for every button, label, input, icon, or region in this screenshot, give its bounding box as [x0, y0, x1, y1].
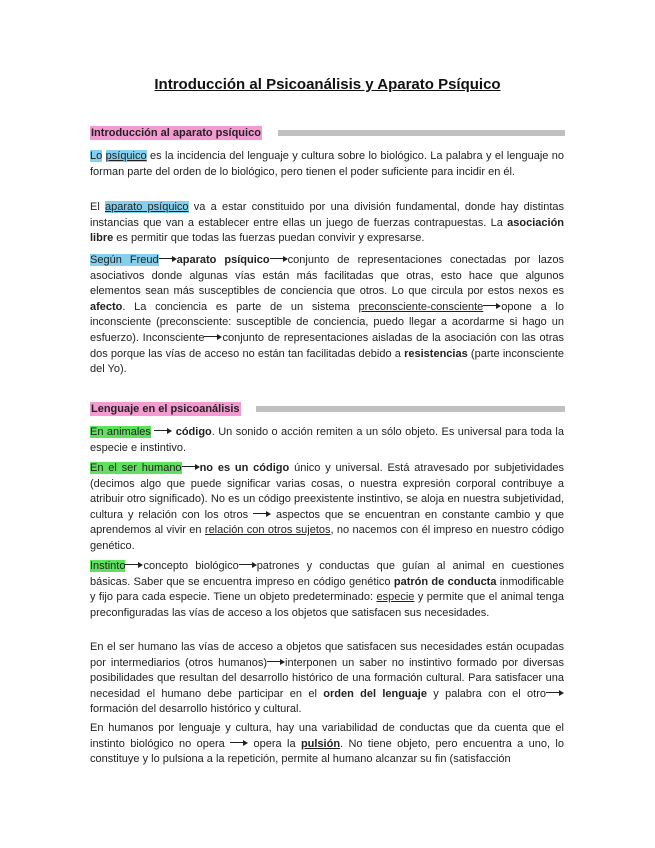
arrow-icon — [182, 464, 200, 470]
paragraph-text: es la incidencia del lenguaje y cultura sobre lo biológico. La palabra y el lenguaje no forman parte del orden de lo biológico, pero tienen el poder suficiente para incidir en él. — [90, 150, 565, 178]
underlined-term: preconsciente-consciente — [358, 300, 484, 313]
document-title: Introducción al Psicoanálisis y Aparato Psíquico — [154, 76, 501, 93]
highlight-text: Lo — [90, 150, 103, 162]
paragraph-text: . La conciencia es parte de un sistema — [122, 300, 350, 313]
bold-term: orden del lenguaje — [323, 687, 427, 700]
underlined-term: especie — [376, 591, 415, 604]
paragraph-text: , no nacemos con él impreso en nuestro código genético. — [90, 524, 565, 552]
paragraph-text: interponen un saber no instintivo formado por diversas posibilidades que resultan del desarrollo histórico de una formación cultural. Para satisfacer una necesidad el humano debe participar en el — [90, 656, 564, 700]
underlined-term: relación con otros sujetos — [204, 524, 331, 537]
section-title: Lenguaje en el psicoanálisis — [91, 403, 240, 415]
highlight-term: aparato psíquico — [105, 201, 189, 213]
paragraph-text: . No tiene objeto, pero encuentra a uno, lo constituye y lo pulsiona a la repetición, permite al humano alcanzar su fin (satisfacción — [90, 737, 564, 766]
arrow-icon — [204, 334, 222, 340]
bold-term: código — [175, 426, 212, 438]
section-heading-aparato — [90, 126, 565, 140]
paragraph-text: concepto biológico — [143, 560, 239, 572]
paragraph-text: conjunto de representaciones aisladas de la asociación con las otras dos porque las vías de acceso no están tan facilitadas debido a — [90, 331, 564, 360]
paragraph-text: . Un sonido o acción remiten a un sólo objeto. Es universal para toda la especie e instintivo. — [90, 426, 564, 454]
bold-term: aparato psíquico — [176, 254, 270, 266]
paragraph-text: conjunto de representaciones conectadas por lazos asociativos donde algunas vías están más facilitadas que otras, esto hace que algunos elementos sean más susceptibles de conciencia que otros. Lo que circula por estos nexos es — [90, 254, 564, 298]
paragraph-text: es permitir que todas las fuerzas puedan convivir y expresarse. — [116, 232, 425, 245]
paragraph — [90, 461, 564, 555]
arrow-icon — [154, 428, 172, 434]
arrow-icon — [483, 303, 501, 309]
arrow-icon — [159, 256, 177, 262]
arrow-icon — [267, 659, 285, 665]
arrow-icon — [270, 256, 288, 262]
section-divider — [278, 130, 565, 136]
bold-term: afecto — [90, 300, 123, 313]
paragraph — [90, 721, 564, 768]
bold-term: resistencias — [404, 347, 468, 360]
paragraph — [90, 200, 564, 247]
bold-term: no es un código — [199, 462, 290, 474]
highlight-term: psíquico — [105, 150, 147, 162]
paragraph-text: opone a lo inconsciente (preconsciente: susceptible de conciencia, puedo llegar a acordarme si hago un esfuerzo). Inconsciente — [90, 300, 564, 344]
paragraph — [90, 149, 564, 180]
paragraph-text: aspectos que se encuentran en constante cambio y que aprendemos al vivir en — [90, 508, 564, 537]
highlight-text: Según Freud — [90, 254, 159, 266]
paragraph-text: y palabra con el otro — [433, 687, 547, 700]
paragraph — [90, 559, 564, 621]
arrow-icon — [230, 740, 248, 746]
paragraph-text: va a estar constituido por una división fundamental, donde hay distintas instancias que van a establecer entre ellas un juego de fuerzas contrapuestas. La — [90, 201, 565, 229]
section-title: Introducción al aparato psíquico — [91, 127, 261, 139]
arrow-icon — [546, 690, 564, 696]
bold-term: pulsión — [300, 737, 341, 750]
paragraph-text: formación del desarrollo histórico y cultural. — [90, 703, 302, 716]
section-divider — [256, 406, 565, 412]
highlight-text: Instinto — [90, 560, 126, 572]
paragraph-text: El — [90, 201, 100, 213]
arrow-icon — [253, 511, 271, 517]
paragraph-text: único y universal. Está atravesado por subjetividades (decimos algo que puede significar varias cosas, o nuestra expresión corporal contribuye a atribuir otro significado). No es un código preexistente instintivo, se aloja en nuestra subjetividad, cultura y relación con los otros — [90, 462, 565, 521]
paragraph — [90, 425, 564, 456]
paragraph-text: y permite que el animal tenga preconfiguradas las vías de acceso a los objetos que satisfacen sus necesidades. — [90, 591, 565, 619]
arrow-icon — [125, 562, 143, 568]
paragraph-text: patrones y conductas que guían al animal en cuestiones básicas. Saber que se encuentra impreso en código genético — [90, 560, 564, 588]
paragraph-text: En el ser humano las vías de acceso a objetos que satisfacen sus necesidades están ocupadas por intermediarios (otros humanos) — [90, 641, 564, 669]
paragraph — [90, 253, 564, 378]
highlight-text: En el ser humano — [90, 462, 182, 474]
paragraph-text: opera la — [253, 737, 296, 750]
paragraph-text: inmodificable y fijo para cada especie. Tiene un objeto predeterminado: — [90, 575, 564, 604]
bold-term: asociación libre — [90, 216, 565, 245]
paragraph — [90, 640, 564, 718]
paragraph-text: (parte inconsciente del Yo). — [90, 347, 564, 376]
highlight-text: En animales — [90, 426, 151, 438]
section-heading-lenguaje — [90, 402, 565, 416]
arrow-icon — [239, 562, 257, 568]
paragraph-text: En humanos por lenguaje y cultura, hay una variabilidad de conductas que da cuenta que el instinto biológico no opera — [90, 722, 564, 750]
bold-term: patrón de conducta — [393, 575, 497, 588]
